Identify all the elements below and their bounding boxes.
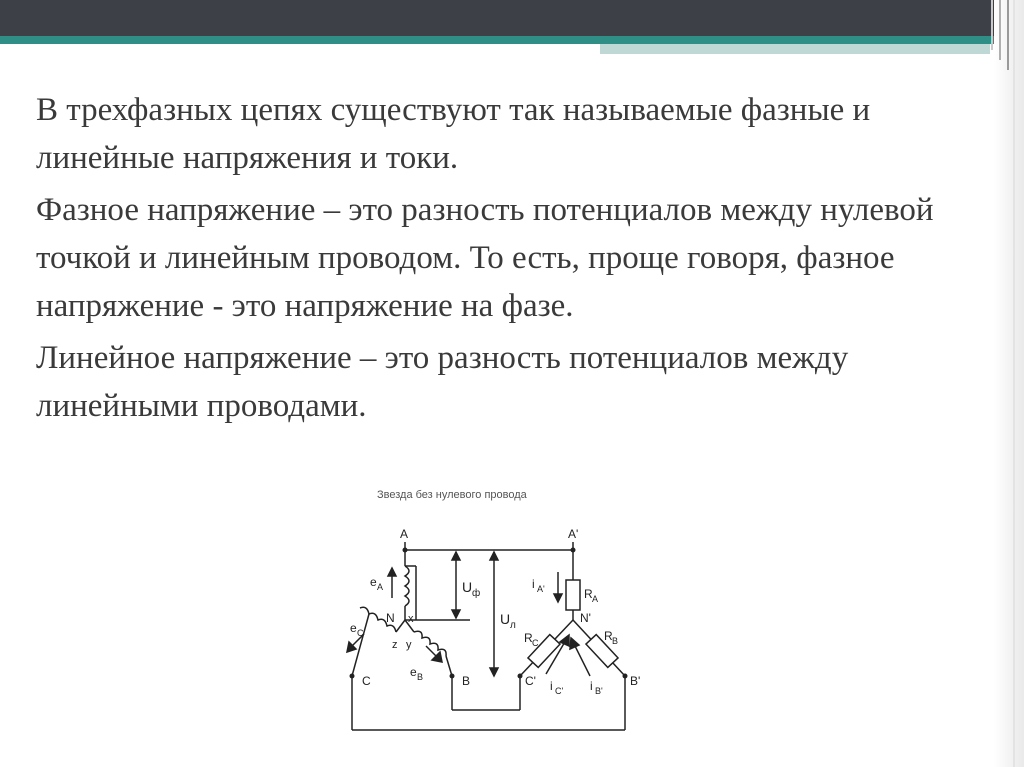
resistor-label-rb-sub: B	[612, 636, 619, 646]
node-label-b-prime: B'	[630, 674, 641, 688]
terminal-label-x: x	[408, 613, 414, 625]
current-label-ia: i	[532, 577, 535, 591]
line-voltage-label: U	[500, 611, 511, 627]
resistor-label-rb: R	[604, 629, 613, 643]
current-label-ib-sub: B'	[595, 686, 603, 696]
resistor-label-rc: R	[524, 631, 533, 645]
star-circuit-diagram	[320, 480, 660, 740]
node-label-n-prime: N'	[580, 611, 591, 625]
phase-voltage-label-sub: ф	[472, 588, 481, 599]
diagram-title: Звезда без нулевого провода	[377, 489, 527, 501]
slide-accent-stripe-light	[600, 44, 990, 54]
emf-label-eb-sub: B	[417, 672, 424, 682]
node-label-a: A	[400, 527, 409, 541]
node-label-b: B	[462, 674, 471, 688]
terminal-label-y: y	[406, 639, 412, 651]
slide-text	[36, 86, 996, 434]
emf-label-eb: e	[410, 665, 417, 679]
paragraph-phase-voltage: Фазное напряжение – это разность потенциалов между нулевой точкой и линейным проводом. То есть, проще говоря, фазное напряжение - это напряжение на фазе.	[36, 192, 934, 324]
node-label-c: C	[362, 674, 371, 688]
resistor-label-ra-sub: A	[592, 594, 599, 604]
emf-label-ec: e	[350, 621, 357, 635]
paragraph-intro: В трехфазных цепях существуют так называемые фазные и линейные напряжения и токи.	[36, 92, 871, 176]
line-voltage-label-sub: л	[510, 620, 516, 631]
emf-label-ec-sub: C	[357, 628, 364, 638]
current-label-ib: i	[590, 679, 593, 693]
current-label-ic-sub: C'	[555, 686, 564, 696]
emf-label-ea-sub: A	[377, 582, 384, 592]
slide-accent-stripe	[0, 36, 1024, 44]
phase-voltage-label: U	[462, 579, 473, 595]
terminal-label-z: z	[392, 639, 398, 651]
node-label-n: N	[386, 611, 395, 625]
current-label-ia-sub: A'	[537, 584, 545, 594]
node-label-a-prime: A'	[568, 527, 579, 541]
slide-top-bar	[0, 0, 1024, 36]
node-label-c-prime: C'	[525, 674, 536, 688]
emf-label-ea: e	[370, 575, 377, 589]
resistor-label-ra: R	[584, 587, 593, 601]
resistor-label-rc-sub: C	[532, 638, 539, 648]
current-label-ic: i	[550, 679, 553, 693]
paragraph-line-voltage: Линейное напряжение – это разность потенциалов между линейными проводами.	[36, 340, 849, 424]
